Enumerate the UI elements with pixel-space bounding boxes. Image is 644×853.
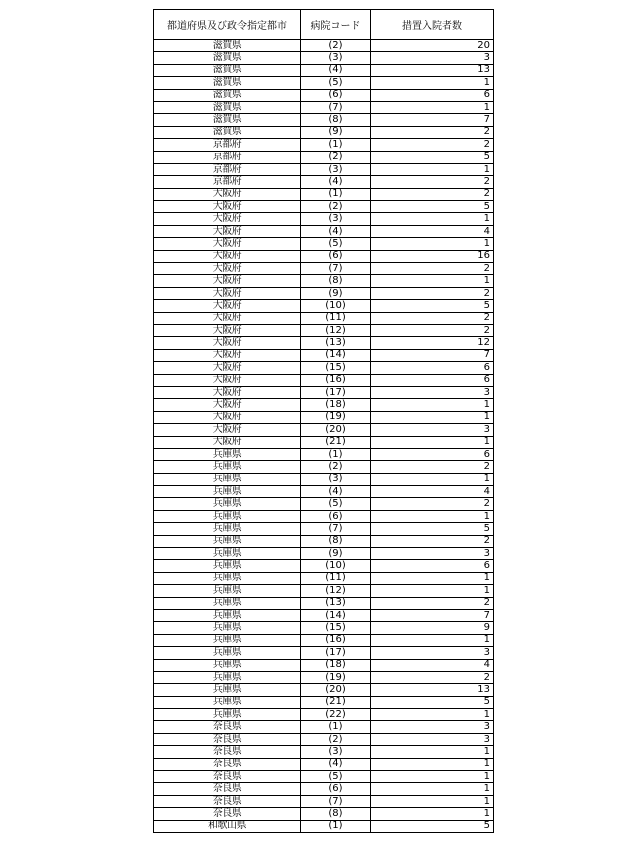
cell-patient-count: 2 <box>371 324 494 336</box>
cell-prefecture: 兵庫県 <box>154 523 301 535</box>
cell-prefecture: 奈良県 <box>154 733 301 745</box>
table-row <box>154 52 494 64</box>
cell-patient-count: 3 <box>371 721 494 733</box>
cell-hospital-code: (12) <box>301 324 371 336</box>
cell-patient-count: 2 <box>371 498 494 510</box>
cell-patient-count: 6 <box>371 374 494 386</box>
cell-patient-count: 6 <box>371 448 494 460</box>
header-row <box>154 10 494 40</box>
cell-hospital-code: (9) <box>301 287 371 299</box>
cell-patient-count: 1 <box>371 771 494 783</box>
cell-patient-count: 4 <box>371 486 494 498</box>
table-row <box>154 101 494 113</box>
table-row <box>154 126 494 138</box>
cell-prefecture: 滋賀県 <box>154 64 301 76</box>
table-row <box>154 77 494 89</box>
table-row <box>154 374 494 386</box>
cell-hospital-code: (6) <box>301 250 371 262</box>
cell-patient-count: 3 <box>371 733 494 745</box>
cell-prefecture: 大阪府 <box>154 225 301 237</box>
cell-patient-count: 1 <box>371 163 494 175</box>
cell-hospital-code: (5) <box>301 498 371 510</box>
cell-patient-count: 2 <box>371 126 494 138</box>
table-row <box>154 250 494 262</box>
table-row <box>154 721 494 733</box>
cell-prefecture: 兵庫県 <box>154 597 301 609</box>
table-row <box>154 696 494 708</box>
cell-prefecture: 大阪府 <box>154 374 301 386</box>
cell-patient-count: 7 <box>371 114 494 126</box>
header-hospital-code: 病院コード <box>301 10 371 40</box>
cell-hospital-code: (5) <box>301 238 371 250</box>
cell-patient-count: 2 <box>371 139 494 151</box>
cell-hospital-code: (6) <box>301 783 371 795</box>
cell-hospital-code: (8) <box>301 114 371 126</box>
cell-prefecture: 兵庫県 <box>154 548 301 560</box>
table-row <box>154 448 494 460</box>
table-row <box>154 523 494 535</box>
cell-hospital-code: (7) <box>301 263 371 275</box>
cell-patient-count: 1 <box>371 275 494 287</box>
cell-hospital-code: (16) <box>301 634 371 646</box>
cell-hospital-code: (3) <box>301 52 371 64</box>
cell-hospital-code: (2) <box>301 733 371 745</box>
table-row <box>154 684 494 696</box>
cell-hospital-code: (4) <box>301 486 371 498</box>
cell-prefecture: 兵庫県 <box>154 709 301 721</box>
cell-hospital-code: (4) <box>301 758 371 770</box>
cell-prefecture: 兵庫県 <box>154 535 301 547</box>
cell-prefecture: 兵庫県 <box>154 622 301 634</box>
table-row <box>154 213 494 225</box>
cell-prefecture: 兵庫県 <box>154 510 301 522</box>
cell-patient-count: 3 <box>371 548 494 560</box>
cell-hospital-code: (2) <box>301 40 371 52</box>
cell-prefecture: 大阪府 <box>154 188 301 200</box>
cell-patient-count: 7 <box>371 609 494 621</box>
table-row <box>154 659 494 671</box>
table-row <box>154 733 494 745</box>
table-row <box>154 386 494 398</box>
cell-hospital-code: (10) <box>301 560 371 572</box>
cell-prefecture: 大阪府 <box>154 436 301 448</box>
table-row <box>154 362 494 374</box>
table-row <box>154 337 494 349</box>
cell-patient-count: 1 <box>371 746 494 758</box>
cell-prefecture: 兵庫県 <box>154 684 301 696</box>
cell-patient-count: 2 <box>371 597 494 609</box>
table-row <box>154 225 494 237</box>
table-row <box>154 535 494 547</box>
cell-patient-count: 2 <box>371 188 494 200</box>
cell-patient-count: 12 <box>371 337 494 349</box>
cell-patient-count: 1 <box>371 795 494 807</box>
table-row <box>154 263 494 275</box>
table-row <box>154 647 494 659</box>
cell-prefecture: 奈良県 <box>154 771 301 783</box>
table-row <box>154 64 494 76</box>
cell-prefecture: 兵庫県 <box>154 448 301 460</box>
cell-hospital-code: (17) <box>301 647 371 659</box>
cell-hospital-code: (12) <box>301 585 371 597</box>
table-row <box>154 349 494 361</box>
table-row <box>154 139 494 151</box>
table-row <box>154 808 494 820</box>
cell-hospital-code: (4) <box>301 176 371 188</box>
cell-prefecture: 奈良県 <box>154 783 301 795</box>
cell-hospital-code: (3) <box>301 473 371 485</box>
cell-patient-count: 2 <box>371 263 494 275</box>
table-row <box>154 671 494 683</box>
cell-patient-count: 5 <box>371 151 494 163</box>
cell-patient-count: 2 <box>371 535 494 547</box>
cell-prefecture: 兵庫県 <box>154 659 301 671</box>
cell-patient-count: 3 <box>371 386 494 398</box>
table-row <box>154 40 494 52</box>
cell-prefecture: 兵庫県 <box>154 572 301 584</box>
cell-prefecture: 大阪府 <box>154 424 301 436</box>
hospital-admissions-table <box>153 9 494 833</box>
cell-hospital-code: (8) <box>301 275 371 287</box>
cell-patient-count: 1 <box>371 411 494 423</box>
table-row <box>154 114 494 126</box>
cell-prefecture: 兵庫県 <box>154 634 301 646</box>
cell-prefecture: 兵庫県 <box>154 461 301 473</box>
cell-hospital-code: (20) <box>301 424 371 436</box>
table-row <box>154 746 494 758</box>
cell-patient-count: 7 <box>371 349 494 361</box>
cell-prefecture: 大阪府 <box>154 362 301 374</box>
cell-hospital-code: (1) <box>301 721 371 733</box>
cell-prefecture: 兵庫県 <box>154 671 301 683</box>
cell-prefecture: 大阪府 <box>154 250 301 262</box>
table-row <box>154 609 494 621</box>
cell-patient-count: 6 <box>371 560 494 572</box>
table-row <box>154 188 494 200</box>
cell-prefecture: 京都府 <box>154 151 301 163</box>
cell-patient-count: 3 <box>371 647 494 659</box>
cell-prefecture: 和歌山県 <box>154 820 301 832</box>
table-row <box>154 324 494 336</box>
cell-hospital-code: (18) <box>301 399 371 411</box>
cell-patient-count: 5 <box>371 300 494 312</box>
cell-hospital-code: (16) <box>301 374 371 386</box>
cell-prefecture: 大阪府 <box>154 349 301 361</box>
table-body <box>154 40 494 833</box>
cell-patient-count: 6 <box>371 362 494 374</box>
cell-patient-count: 1 <box>371 585 494 597</box>
cell-hospital-code: (7) <box>301 795 371 807</box>
cell-hospital-code: (14) <box>301 349 371 361</box>
cell-prefecture: 兵庫県 <box>154 609 301 621</box>
table-row <box>154 89 494 101</box>
cell-prefecture: 奈良県 <box>154 808 301 820</box>
table-row <box>154 300 494 312</box>
table-row <box>154 411 494 423</box>
cell-hospital-code: (9) <box>301 548 371 560</box>
cell-prefecture: 京都府 <box>154 176 301 188</box>
cell-patient-count: 1 <box>371 473 494 485</box>
cell-hospital-code: (22) <box>301 709 371 721</box>
cell-hospital-code: (2) <box>301 461 371 473</box>
cell-prefecture: 兵庫県 <box>154 473 301 485</box>
cell-hospital-code: (19) <box>301 411 371 423</box>
cell-hospital-code: (7) <box>301 101 371 113</box>
table-row <box>154 498 494 510</box>
table-row <box>154 312 494 324</box>
cell-hospital-code: (3) <box>301 163 371 175</box>
cell-hospital-code: (17) <box>301 386 371 398</box>
cell-hospital-code: (1) <box>301 139 371 151</box>
cell-patient-count: 5 <box>371 820 494 832</box>
cell-patient-count: 6 <box>371 89 494 101</box>
cell-hospital-code: (10) <box>301 300 371 312</box>
cell-prefecture: 大阪府 <box>154 324 301 336</box>
cell-prefecture: 奈良県 <box>154 795 301 807</box>
table-row <box>154 486 494 498</box>
cell-prefecture: 兵庫県 <box>154 560 301 572</box>
cell-hospital-code: (3) <box>301 213 371 225</box>
cell-hospital-code: (19) <box>301 671 371 683</box>
cell-prefecture: 滋賀県 <box>154 77 301 89</box>
cell-patient-count: 2 <box>371 312 494 324</box>
cell-prefecture: 大阪府 <box>154 312 301 324</box>
cell-prefecture: 大阪府 <box>154 201 301 213</box>
cell-prefecture: 大阪府 <box>154 411 301 423</box>
cell-patient-count: 5 <box>371 696 494 708</box>
cell-prefecture: 滋賀県 <box>154 40 301 52</box>
table-row <box>154 510 494 522</box>
cell-hospital-code: (1) <box>301 448 371 460</box>
cell-prefecture: 兵庫県 <box>154 498 301 510</box>
cell-hospital-code: (2) <box>301 201 371 213</box>
table-row <box>154 783 494 795</box>
table-row <box>154 820 494 832</box>
cell-hospital-code: (13) <box>301 337 371 349</box>
cell-hospital-code: (5) <box>301 77 371 89</box>
header-prefecture: 都道府県及び政令指定都市 <box>154 10 301 40</box>
cell-hospital-code: (7) <box>301 523 371 535</box>
cell-patient-count: 16 <box>371 250 494 262</box>
table-row <box>154 572 494 584</box>
table-row <box>154 597 494 609</box>
cell-patient-count: 5 <box>371 201 494 213</box>
cell-patient-count: 4 <box>371 225 494 237</box>
table-row <box>154 399 494 411</box>
table-row <box>154 771 494 783</box>
cell-prefecture: 兵庫県 <box>154 486 301 498</box>
table-row <box>154 201 494 213</box>
cell-patient-count: 4 <box>371 659 494 671</box>
cell-hospital-code: (8) <box>301 535 371 547</box>
cell-hospital-code: (11) <box>301 572 371 584</box>
cell-hospital-code: (15) <box>301 622 371 634</box>
cell-prefecture: 大阪府 <box>154 213 301 225</box>
cell-hospital-code: (15) <box>301 362 371 374</box>
table-row <box>154 585 494 597</box>
cell-hospital-code: (14) <box>301 609 371 621</box>
cell-patient-count: 1 <box>371 101 494 113</box>
table-row <box>154 795 494 807</box>
cell-patient-count: 1 <box>371 572 494 584</box>
cell-patient-count: 20 <box>371 40 494 52</box>
cell-hospital-code: (4) <box>301 64 371 76</box>
cell-hospital-code: (11) <box>301 312 371 324</box>
table-header <box>154 10 494 40</box>
cell-hospital-code: (8) <box>301 808 371 820</box>
cell-hospital-code: (9) <box>301 126 371 138</box>
cell-hospital-code: (3) <box>301 746 371 758</box>
table-row <box>154 275 494 287</box>
cell-patient-count: 13 <box>371 64 494 76</box>
cell-patient-count: 3 <box>371 52 494 64</box>
cell-patient-count: 5 <box>371 523 494 535</box>
cell-prefecture: 奈良県 <box>154 746 301 758</box>
table-row <box>154 758 494 770</box>
cell-patient-count: 1 <box>371 510 494 522</box>
cell-prefecture: 大阪府 <box>154 263 301 275</box>
cell-prefecture: 滋賀県 <box>154 114 301 126</box>
cell-patient-count: 1 <box>371 213 494 225</box>
table-row <box>154 176 494 188</box>
cell-hospital-code: (4) <box>301 225 371 237</box>
cell-hospital-code: (20) <box>301 684 371 696</box>
cell-hospital-code: (6) <box>301 510 371 522</box>
cell-patient-count: 1 <box>371 758 494 770</box>
cell-prefecture: 大阪府 <box>154 337 301 349</box>
cell-prefecture: 滋賀県 <box>154 126 301 138</box>
table-row <box>154 473 494 485</box>
cell-hospital-code: (18) <box>301 659 371 671</box>
table-row <box>154 436 494 448</box>
table-row <box>154 622 494 634</box>
cell-prefecture: 京都府 <box>154 139 301 151</box>
cell-prefecture: 滋賀県 <box>154 52 301 64</box>
cell-hospital-code: (2) <box>301 151 371 163</box>
header-patients: 措置入院者数 <box>371 10 494 40</box>
cell-patient-count: 3 <box>371 424 494 436</box>
cell-hospital-code: (5) <box>301 771 371 783</box>
cell-prefecture: 大阪府 <box>154 300 301 312</box>
cell-prefecture: 大阪府 <box>154 399 301 411</box>
table-row <box>154 634 494 646</box>
cell-prefecture: 兵庫県 <box>154 647 301 659</box>
cell-patient-count: 2 <box>371 461 494 473</box>
cell-patient-count: 13 <box>371 684 494 696</box>
cell-hospital-code: (13) <box>301 597 371 609</box>
cell-patient-count: 2 <box>371 671 494 683</box>
cell-patient-count: 1 <box>371 634 494 646</box>
cell-prefecture: 奈良県 <box>154 758 301 770</box>
cell-prefecture: 奈良県 <box>154 721 301 733</box>
table-row <box>154 560 494 572</box>
cell-prefecture: 大阪府 <box>154 287 301 299</box>
cell-patient-count: 1 <box>371 709 494 721</box>
cell-prefecture: 滋賀県 <box>154 89 301 101</box>
cell-patient-count: 2 <box>371 176 494 188</box>
cell-prefecture: 大阪府 <box>154 386 301 398</box>
table-row <box>154 461 494 473</box>
cell-prefecture: 兵庫県 <box>154 585 301 597</box>
cell-prefecture: 大阪府 <box>154 238 301 250</box>
cell-prefecture: 京都府 <box>154 163 301 175</box>
table-row <box>154 709 494 721</box>
table-row <box>154 238 494 250</box>
table-row <box>154 548 494 560</box>
cell-patient-count: 1 <box>371 783 494 795</box>
cell-hospital-code: (6) <box>301 89 371 101</box>
cell-patient-count: 1 <box>371 436 494 448</box>
cell-hospital-code: (1) <box>301 820 371 832</box>
cell-prefecture: 滋賀県 <box>154 101 301 113</box>
cell-prefecture: 大阪府 <box>154 275 301 287</box>
table-row <box>154 287 494 299</box>
cell-hospital-code: (21) <box>301 696 371 708</box>
cell-hospital-code: (21) <box>301 436 371 448</box>
cell-patient-count: 1 <box>371 77 494 89</box>
cell-hospital-code: (1) <box>301 188 371 200</box>
cell-prefecture: 兵庫県 <box>154 696 301 708</box>
cell-patient-count: 1 <box>371 399 494 411</box>
table-row <box>154 424 494 436</box>
cell-patient-count: 1 <box>371 238 494 250</box>
table-row <box>154 163 494 175</box>
cell-patient-count: 1 <box>371 808 494 820</box>
table-row <box>154 151 494 163</box>
cell-patient-count: 9 <box>371 622 494 634</box>
cell-patient-count: 2 <box>371 287 494 299</box>
